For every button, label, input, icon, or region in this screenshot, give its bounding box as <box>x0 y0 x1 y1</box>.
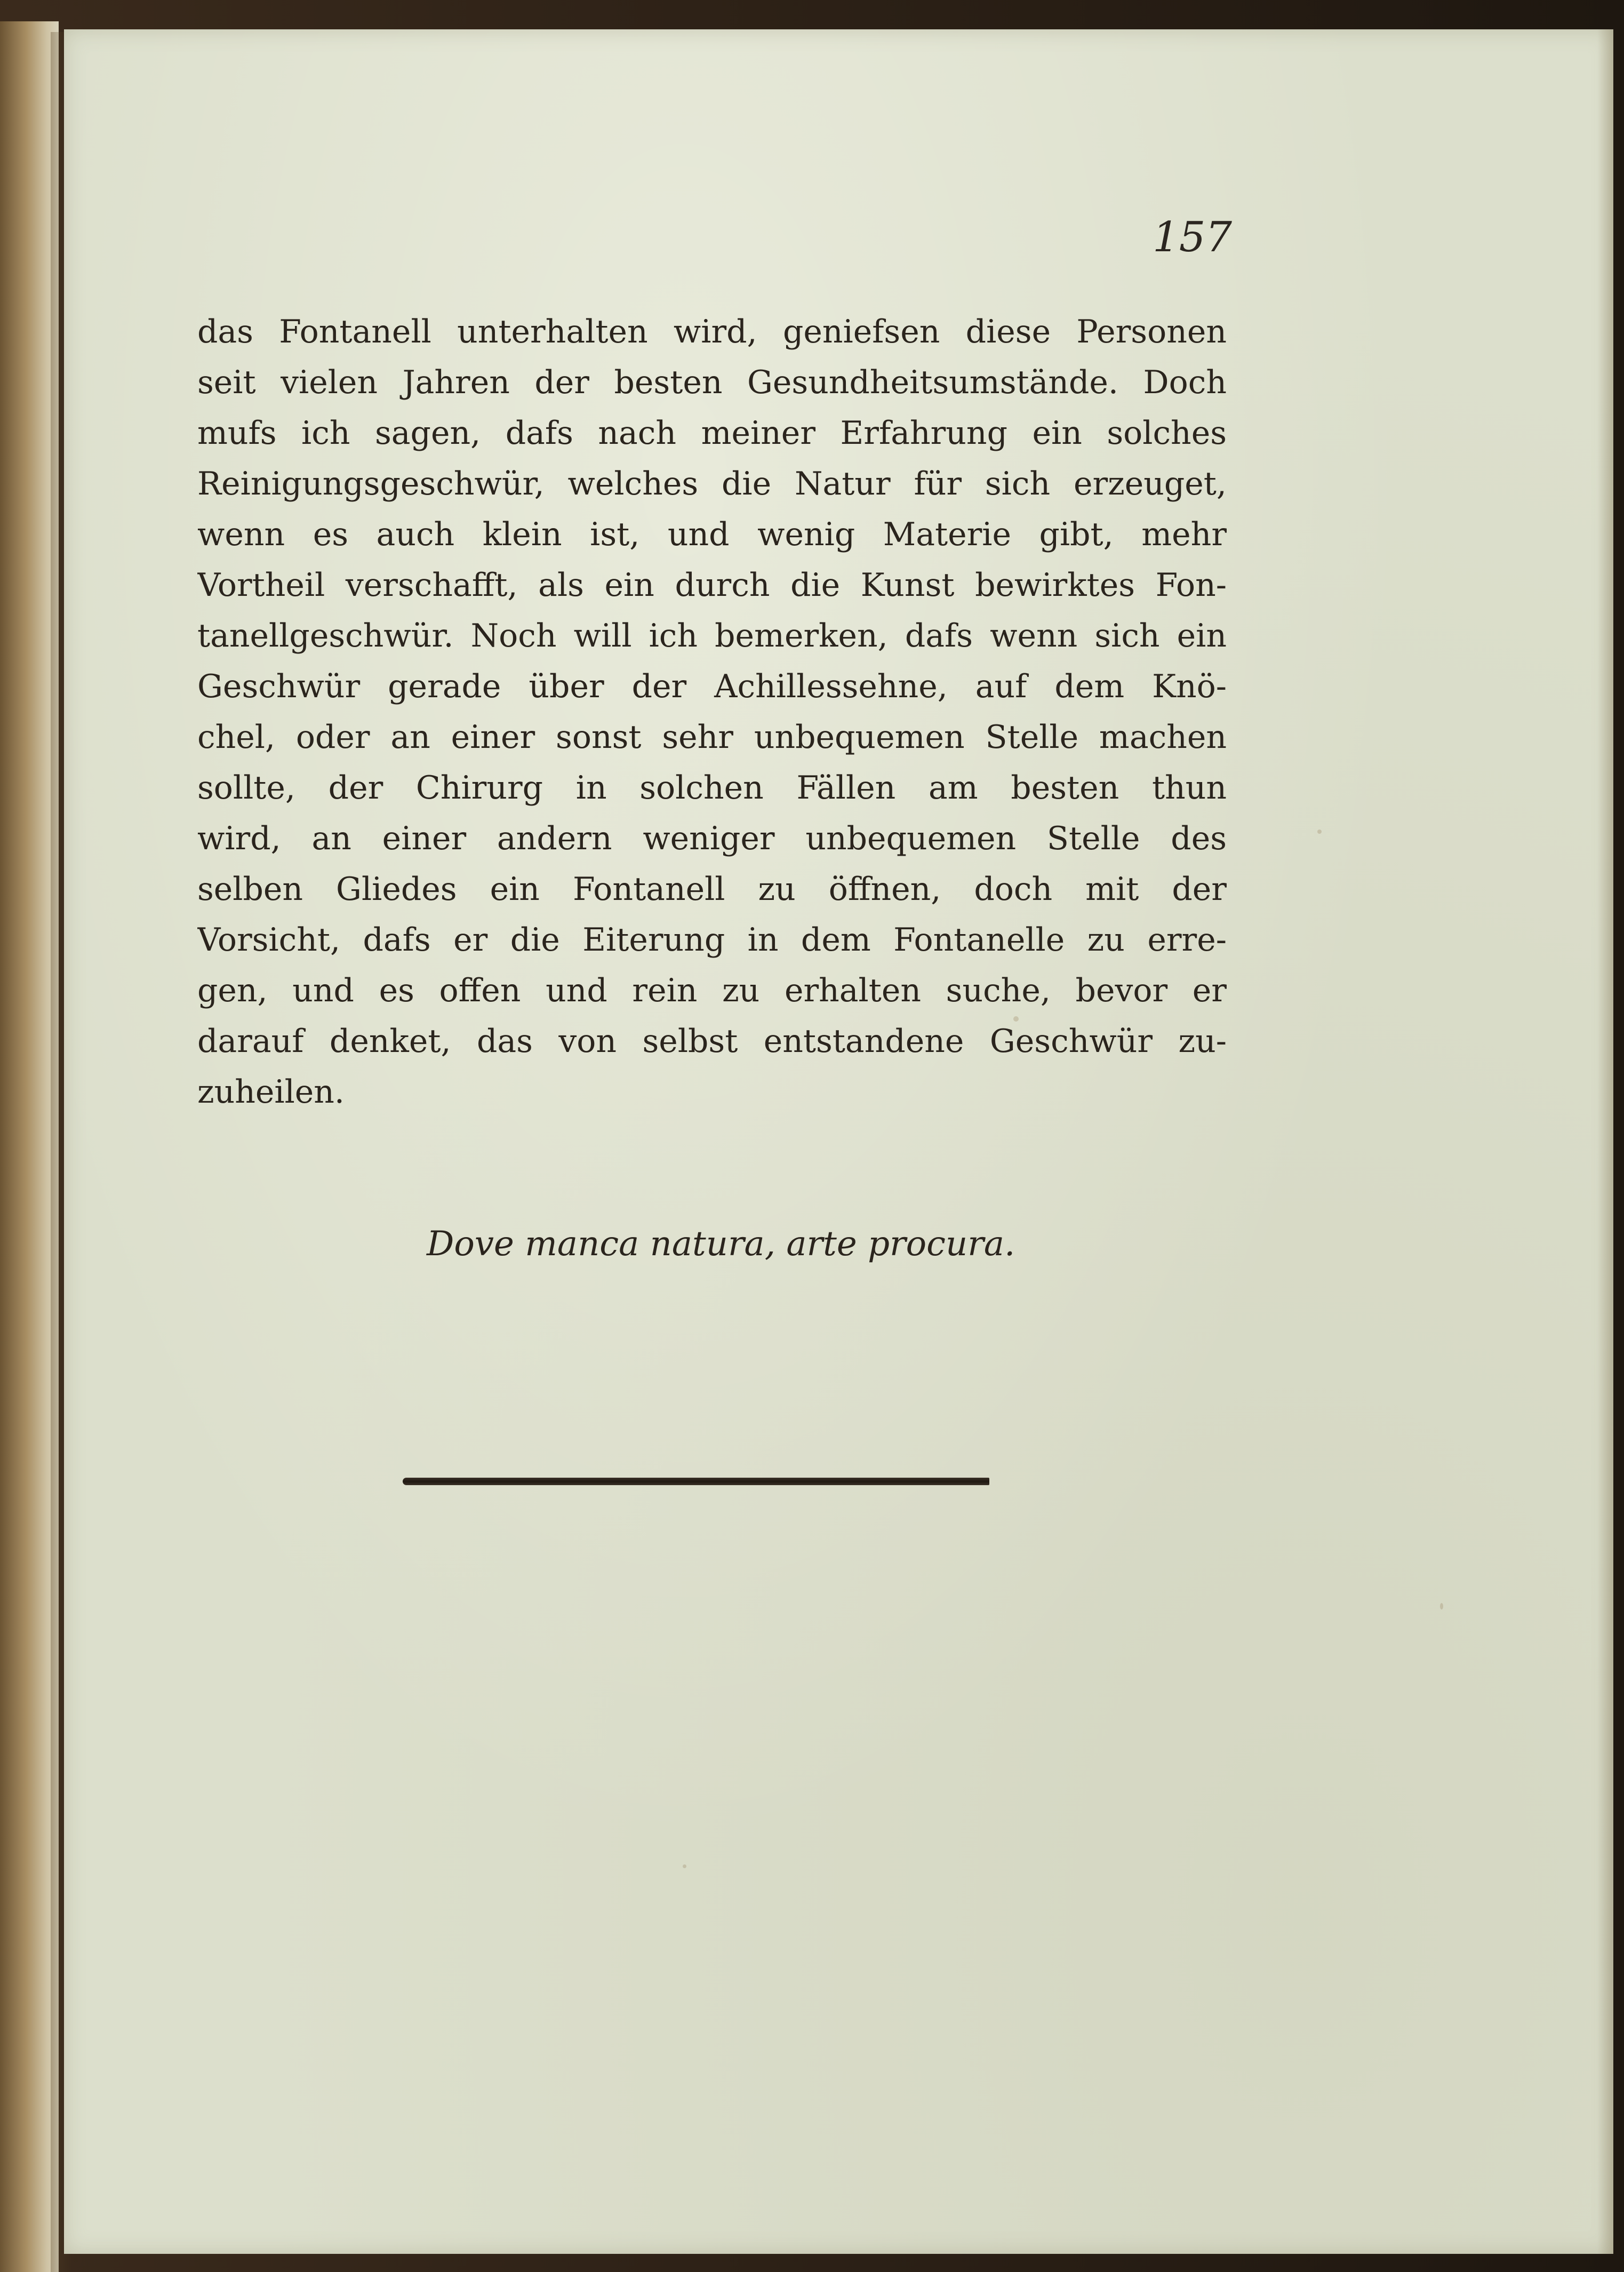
text-line: tanellgeschwür. Noch will ich bemerken, dafs wenn sich ein <box>197 617 1227 655</box>
text-line: zuheilen. <box>197 1073 345 1111</box>
text-line: wenn es auch klein ist, und wenig Materie gibt, mehr <box>197 516 1227 553</box>
binding-edge <box>0 21 59 2272</box>
text-line: wird, an einer andern weniger unbequemen Stelle des <box>197 820 1227 857</box>
end-rule <box>403 1478 989 1485</box>
page-number: 157 <box>1153 213 1232 261</box>
motto: Dove manca natura, arte procura. <box>427 1224 1015 1264</box>
text-line: darauf denket, das von selbst entstandene Geschwür zu- <box>197 1023 1227 1060</box>
text-line: Vorsicht, dafs er die Eiterung in dem Fontanelle zu erre- <box>197 921 1227 959</box>
text-line: Geschwür gerade über der Achillessehne, auf dem Knö- <box>197 668 1227 705</box>
text-line: sollte, der Chirurg in solchen Fällen am besten thun <box>197 769 1227 807</box>
paper-spot <box>1317 830 1322 834</box>
text-line: chel, oder an einer sonst sehr unbequemen Stelle machen <box>197 719 1227 756</box>
text-line: Reinigungsgeschwür, welches die Natur für sich erzeuget, <box>197 465 1227 503</box>
text-line: selben Gliedes ein Fontanell zu öffnen, doch mit der <box>197 871 1227 908</box>
text-line: mufs ich sagen, dafs nach meiner Erfahrung ein solches <box>197 414 1227 452</box>
paper-spot <box>1440 1603 1443 1609</box>
text-line: seit vielen Jahren der besten Gesundheitsumstände. Doch <box>197 364 1227 401</box>
page-edge-shadow <box>1597 29 1613 2254</box>
book-page <box>64 29 1613 2254</box>
paper-spot <box>683 1864 686 1868</box>
body-text <box>197 307 1227 1118</box>
text-line: das Fontanell unterhalten wird, geniefsen diese Personen <box>197 313 1227 350</box>
text-line: gen, und es offen und rein zu erhalten suche, bevor er <box>197 972 1227 1009</box>
text-line: Vortheil verschafft, als ein durch die Kunst bewirktes Fon- <box>197 567 1227 604</box>
